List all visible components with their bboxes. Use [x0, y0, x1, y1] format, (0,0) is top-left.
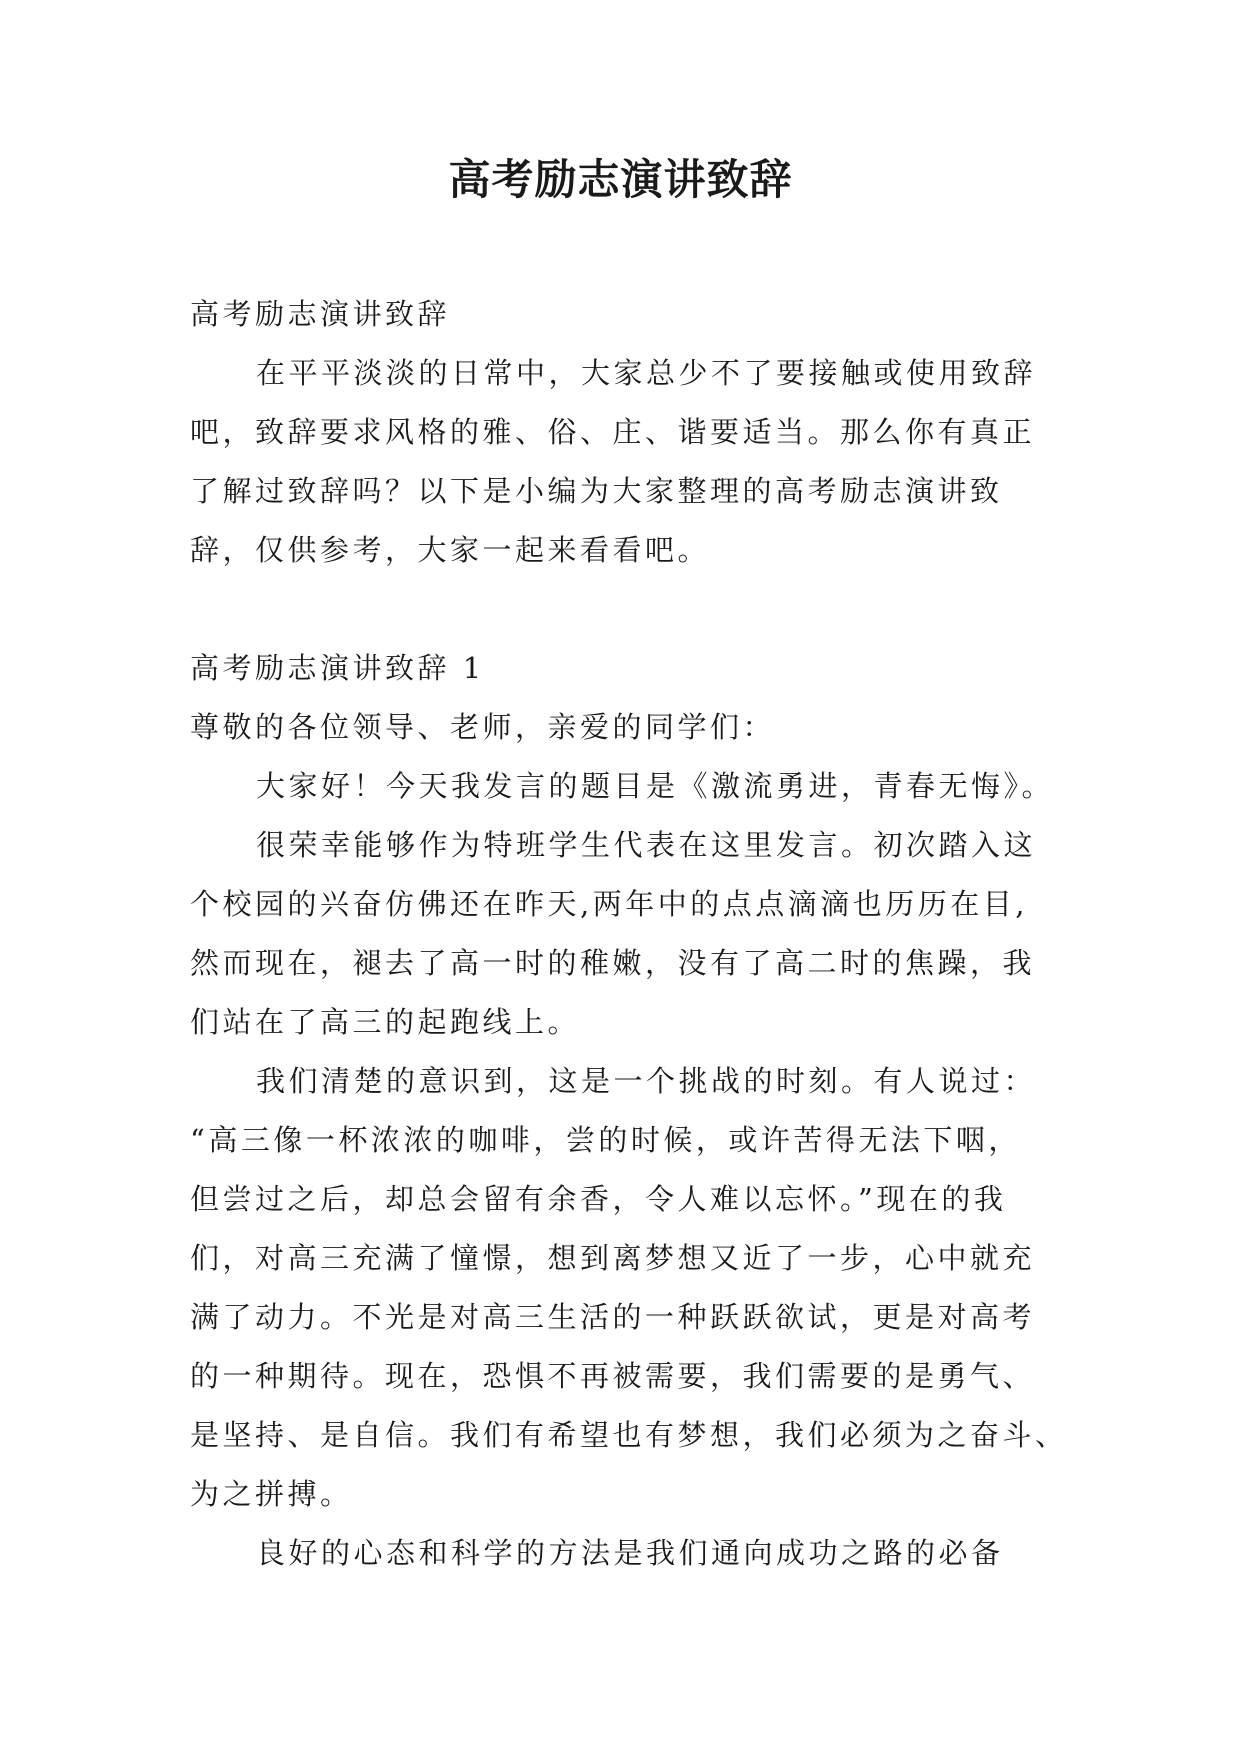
text-line: 个校园的兴奋仿佛还在昨天,两年中的点点滴滴也历历在目,: [190, 887, 1028, 921]
text-line: 们站在了高三的起跑线上。: [190, 1005, 581, 1039]
text-line: 的一种期待。现在，恐惧不再被需要，我们需要的是勇气、: [190, 1359, 1036, 1393]
text-line: 高考励志演讲致辞 1: [190, 651, 485, 685]
document-body: [190, 285, 1068, 1583]
text-line: 但尝过之后，却总会留有余香，令人难以忘怀。”现在的我: [190, 1182, 1007, 1216]
text-line: 为之拼搏。: [190, 1477, 353, 1511]
text-line: 然而现在，褪去了高一时的稚嫩，没有了高二时的焦躁，我: [190, 946, 1036, 980]
text-line: 们，对高三充满了憧憬，想到离梦想又近了一步，心中就充: [190, 1241, 1036, 1275]
document-title: 高考励志演讲致辞: [448, 155, 793, 204]
text-line: 吧，致辞要求风格的雅、俗、庄、谐要适当。那么你有真正: [190, 415, 1036, 449]
text-line: “高三像一杯浓浓的咖啡，尝的时候，或许苦得无法下咽，: [190, 1123, 1021, 1157]
text-line: 在平平淡淡的日常中，大家总少不了要接触或使用致辞: [256, 356, 1037, 390]
text-line: 尊敬的各位领导、老师，亲爱的同学们：: [190, 710, 776, 744]
text-line: 了解过致辞吗？以下是小编为大家整理的高考励志演讲致: [190, 474, 1003, 508]
text-line: 是坚持、是自信。我们有希望也有梦想，我们必须为之奋斗、: [190, 1418, 1068, 1452]
text-line: 良好的心态和科学的方法是我们通向成功之路的必备: [256, 1536, 1004, 1570]
paragraph-gap: [190, 580, 1060, 639]
text-line: 很荣幸能够作为特班学生代表在这里发言。初次踏入这: [256, 828, 1037, 862]
text-line: 我们清楚的意识到，这是一个挑战的时刻。有人说过：: [256, 1064, 1037, 1098]
text-line: 高考励志演讲致辞: [190, 297, 451, 331]
text-line: 满了动力。不光是对高三生活的一种跃跃欲试，更是对高考: [190, 1300, 1036, 1334]
text-line: 辞，仅供参考，大家一起来看看吧。: [190, 533, 711, 567]
text-line: 大家好！今天我发言的题目是《激流勇进，青春无悔》。: [256, 769, 1055, 803]
